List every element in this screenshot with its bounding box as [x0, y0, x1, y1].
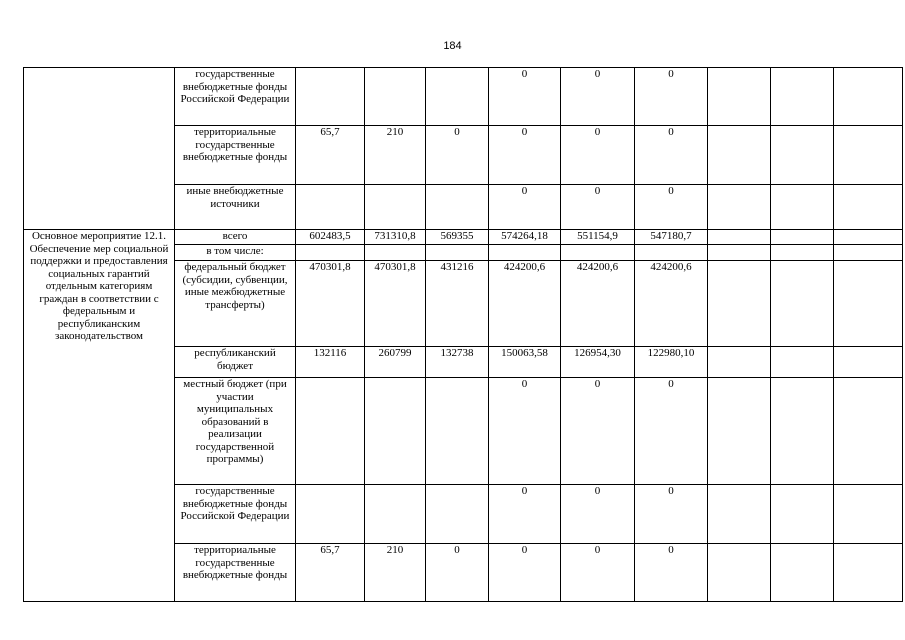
value-cell — [708, 230, 771, 245]
value-cell: 0 — [426, 126, 489, 185]
value-cell — [834, 347, 903, 378]
event-name-cell — [24, 68, 175, 230]
value-cell — [708, 544, 771, 602]
value-cell — [771, 485, 834, 544]
value-cell — [834, 261, 903, 347]
value-cell: 122980,10 — [635, 347, 708, 378]
table-row — [24, 230, 903, 245]
value-cell: 0 — [489, 68, 561, 126]
funding-source-cell: республиканский бюджет — [175, 347, 296, 378]
value-cell: 210 — [365, 126, 426, 185]
value-cell — [834, 126, 903, 185]
value-cell: 0 — [561, 485, 635, 544]
page-number: 184 — [443, 40, 462, 52]
value-cell — [834, 68, 903, 126]
table-row — [24, 68, 903, 126]
event-name-cell: Основное мероприятие 12.1. Обеспечение мер социальной поддержки и предоставления социальных гарантий отдельным категориям граждан в соответствии с федеральным и республиканским законодательством — [24, 230, 175, 602]
value-cell: 424200,6 — [489, 261, 561, 347]
value-cell — [296, 185, 365, 230]
value-cell — [296, 245, 365, 261]
value-cell: 0 — [426, 544, 489, 602]
funding-source-cell: иные внебюджетные источники — [175, 185, 296, 230]
value-cell — [426, 485, 489, 544]
value-cell: 0 — [635, 485, 708, 544]
funding-source-cell: в том числе: — [175, 245, 296, 261]
value-cell: 132738 — [426, 347, 489, 378]
value-cell — [771, 230, 834, 245]
value-cell: 65,7 — [296, 544, 365, 602]
value-cell: 0 — [489, 185, 561, 230]
value-cell: 0 — [635, 185, 708, 230]
value-cell — [365, 245, 426, 261]
value-cell: 547180,7 — [635, 230, 708, 245]
value-cell — [365, 68, 426, 126]
value-cell — [708, 261, 771, 347]
funding-source-cell: федеральный бюджет (субсидии, субвенции, иные межбюджетные трансферты) — [175, 261, 296, 347]
table-body — [24, 68, 903, 602]
value-cell — [708, 347, 771, 378]
value-cell — [365, 185, 426, 230]
value-cell — [365, 485, 426, 544]
value-cell: 0 — [561, 544, 635, 602]
value-cell — [708, 378, 771, 485]
value-cell — [771, 245, 834, 261]
value-cell: 569355 — [426, 230, 489, 245]
value-cell: 0 — [561, 185, 635, 230]
value-cell — [771, 378, 834, 485]
value-cell — [708, 245, 771, 261]
funding-source-cell: территориальные государственные внебюджетные фонды — [175, 126, 296, 185]
value-cell — [834, 185, 903, 230]
value-cell — [426, 185, 489, 230]
value-cell — [771, 347, 834, 378]
value-cell — [561, 245, 635, 261]
value-cell — [296, 485, 365, 544]
value-cell — [771, 261, 834, 347]
funding-source-cell: государственные внебюджетные фонды Российской Федерации — [175, 485, 296, 544]
value-cell — [771, 185, 834, 230]
value-cell — [771, 68, 834, 126]
value-cell — [426, 245, 489, 261]
value-cell — [426, 378, 489, 485]
value-cell — [426, 68, 489, 126]
value-cell — [708, 126, 771, 185]
value-cell: 132116 — [296, 347, 365, 378]
value-cell: 0 — [489, 126, 561, 185]
value-cell: 150063,58 — [489, 347, 561, 378]
value-cell — [296, 378, 365, 485]
value-cell — [834, 230, 903, 245]
value-cell — [834, 485, 903, 544]
value-cell — [834, 544, 903, 602]
value-cell — [365, 378, 426, 485]
value-cell: 0 — [635, 68, 708, 126]
value-cell — [489, 245, 561, 261]
value-cell: 65,7 — [296, 126, 365, 185]
funding-source-cell: территориальные государственные внебюджетные фонды — [175, 544, 296, 602]
value-cell: 0 — [561, 68, 635, 126]
value-cell — [635, 245, 708, 261]
value-cell — [296, 68, 365, 126]
value-cell: 731310,8 — [365, 230, 426, 245]
value-cell: 602483,5 — [296, 230, 365, 245]
value-cell: 0 — [489, 378, 561, 485]
value-cell: 431216 — [426, 261, 489, 347]
value-cell — [708, 185, 771, 230]
value-cell — [708, 485, 771, 544]
funding-source-cell: местный бюджет (при участии муниципальных образований в реализации государственной программы) — [175, 378, 296, 485]
value-cell: 574264,18 — [489, 230, 561, 245]
value-cell: 0 — [489, 485, 561, 544]
funding-source-cell: всего — [175, 230, 296, 245]
value-cell: 0 — [635, 378, 708, 485]
value-cell: 126954,30 — [561, 347, 635, 378]
value-cell: 470301,8 — [296, 261, 365, 347]
value-cell — [771, 544, 834, 602]
value-cell: 470301,8 — [365, 261, 426, 347]
funding-source-cell: государственные внебюджетные фонды Российской Федерации — [175, 68, 296, 126]
value-cell: 0 — [635, 126, 708, 185]
value-cell: 0 — [635, 544, 708, 602]
value-cell: 260799 — [365, 347, 426, 378]
value-cell: 424200,6 — [561, 261, 635, 347]
value-cell: 0 — [561, 378, 635, 485]
value-cell — [834, 245, 903, 261]
value-cell: 210 — [365, 544, 426, 602]
value-cell — [708, 68, 771, 126]
value-cell: 424200,6 — [635, 261, 708, 347]
value-cell: 0 — [561, 126, 635, 185]
value-cell: 551154,9 — [561, 230, 635, 245]
value-cell: 0 — [489, 544, 561, 602]
value-cell — [771, 126, 834, 185]
budget-table — [23, 67, 903, 602]
value-cell — [834, 378, 903, 485]
